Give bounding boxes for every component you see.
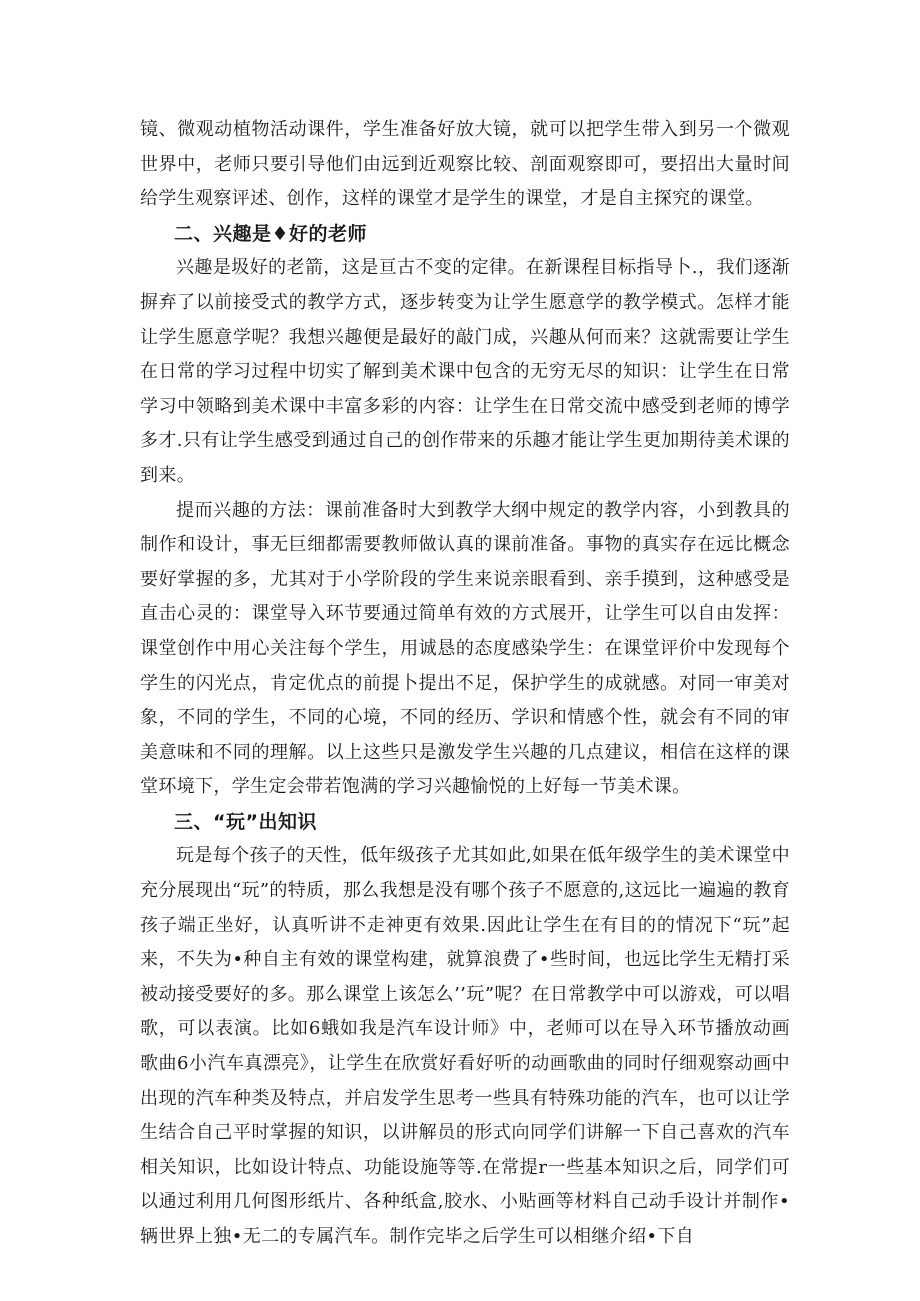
intro-paragraph: 镜、微观动植物活动课件，学生准备好放大镜，就可以把学生带入到另一个微观世界中，老师只要引导他们由远到近观察比较、剖面观察即可，要招出大量时间给学生观察评述、创作，这样的课堂才是学生的课堂，才是自主探究的课堂。 [140, 119, 790, 210]
paragraph-interest-2: 提而兴趣的方法：课前准备时大到教学大纲中规定的教学内容，小到教具的制作和设计，事无巨细都需要教师做认真的课前准备。事物的真实存在远比概念要好掌握的多，尤其对于小学阶段的学生来说亲眼看到、亲手摸到，这种感受是直击心灵的：课堂导入环节要通过简单有效的方式展开，让学生可以自由发挥：课堂创作中用心关注每个学生，用诚恳的态度感染学生：在课堂评价中发现每个学生的闪光点，肯定优点的前提卜提出不足，保护学生的成就感。对同一审美对象，不同的学生，不同的心境，不同的经历、学识和情感个性，就会有不同的审美意味和不同的理解。以上这些只是激发学生兴趣的几点建议，相信在这样的课堂环境下，学生定会带若饱满的学习兴趣愉悦的上好每一节美术课。 [140, 499, 790, 798]
section-heading-play: 三、“玩”出知识 [174, 810, 317, 833]
document-body [140, 113, 790, 1255]
section-heading-interest: 二、兴趣是♦好的老师 [174, 222, 368, 245]
paragraph-play-1: 玩是每个孩子的天性，低年级孩子尤其如此,如果在低年级学生的美术课堂中充分展现出“玩”的特质，那么我想是没有哪个孩子不愿意的,这远比一遍遍的教育孩子端正坐好，认真听讲不走神更有效果.因此让学生在有目的的情况下“玩”起来，不失为•种自主有效的课堂构建，就算浪费了•些时间，也远比学生无精打采被动接受要好的多。那么课堂上该怎么’’玩”呢？在日常教学中可以游戏，可以唱歌，可以表演。比如6蛾如我是汽车设计师》中，老师可以在导入环节播放动画歌曲6小汽车真漂亮》，让学生在欣赏好看好听的动画歌曲的同时仔细观察动画中出现的汽车种类及特点，并启发学生思考一些具有特殊功能的汽车，也可以让学生结合自己平时掌握的知识，以讲解员的形式向同学们讲解一下自己喜欢的汽车相关知识，比如设计特点、功能设施等等.在常提r一些基本知识之后，同学们可以通过利用几何图形纸片、各种纸盒,胶水、小贴画等材料自己动手设计并制作•辆世界上独•无二的专属汽车。制作完毕之后学生可以相继介绍•下自 [140, 845, 790, 1247]
paragraph-interest-1: 兴趣是圾好的老箭，这是亘古不变的定律。在新课程目标指导卜.，我们逐渐摒弃了以前接受式的教学方式，逐步转变为让学生愿意学的教学模式。怎样才能让学生愿意学呢？我想兴趣便是最好的敲门成，兴趣从何而来？这就需要让学生在日常的学习过程中切实了解到美术课中包含的无穷无尽的知识：让学生在日常学习中领略到美术课中丰富多彩的内容：让学生在日常交流中感受到老师的博学多才.只有让学生感受到通过自己的创作带来的乐趣才能让学生更加期待美术课的到来。 [140, 257, 790, 486]
